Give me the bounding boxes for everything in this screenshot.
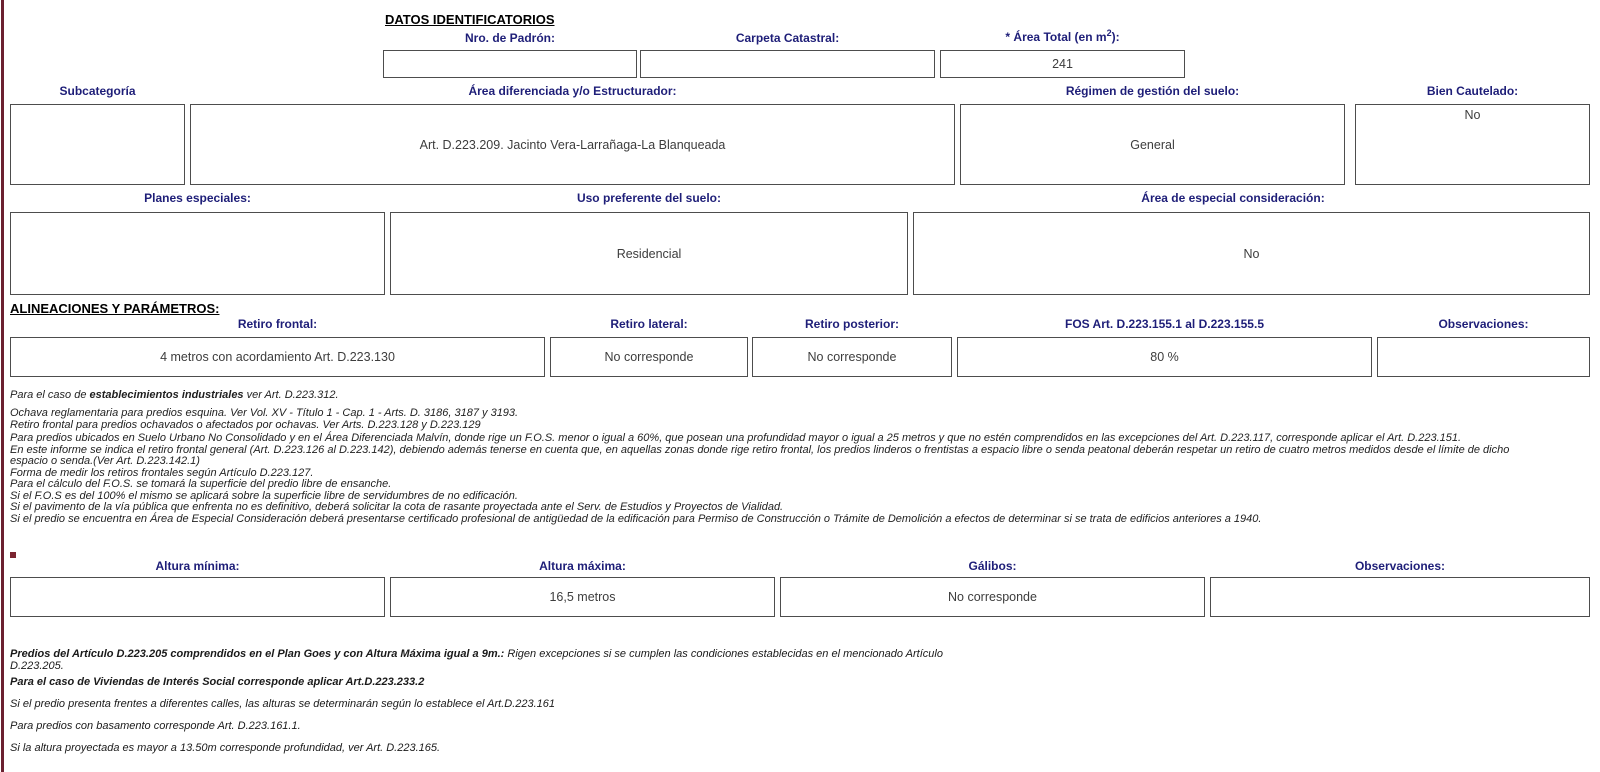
notas-parametros — [10, 433, 1590, 525]
padron-label: Nro. de Padrón: — [464, 31, 555, 45]
fos-value: 80 % — [957, 337, 1372, 377]
nota-linea: Si el F.O.S es del 100% el mismo se aplicará sobre la superficie libre de servidumbres de no edificación. — [10, 489, 518, 502]
nota-industriales-post: ver Art. D.223.312. — [243, 389, 339, 401]
planes-especiales-value — [10, 212, 385, 295]
nota-frentes-diferentes-calles: Si el predio presenta frentes a diferentes calles, las alturas se determinarán según lo establece el Art.D.223.161 — [10, 698, 556, 710]
retiro-frontal-value: 4 metros con acordamiento Art. D.223.130 — [10, 337, 545, 377]
nota-industriales-pre: Para el caso de — [10, 389, 90, 401]
uso-preferente-value: Residencial — [390, 212, 908, 295]
altura-maxima-label: Altura máxima: — [539, 559, 626, 573]
observaciones-retiros-label: Observaciones: — [1438, 317, 1529, 331]
area-total-label-sup: 2 — [1106, 28, 1112, 38]
regimen-gestion-value: General — [960, 104, 1345, 185]
retiro-posterior-value: No corresponde — [752, 337, 952, 377]
nota-ochava-linea1: Ochava reglamentaria para predios esquina. Ver Vol. XV - Título 1 - Cap. 1 - Arts. D. 3186, 3187 y 3193. — [10, 407, 519, 419]
nota-linea: Forma de medir los retiros frontales según Artículo D.223.127. — [10, 466, 314, 479]
retiro-frontal-label: Retiro frontal: — [237, 317, 318, 331]
area-total-input[interactable]: 241 — [940, 50, 1185, 78]
section-title-alineaciones: ALINEACIONES Y PARÁMETROS: — [10, 301, 220, 316]
nota-linea: En este informe se indica el retiro frontal general (Art. D.223.126 al D.223.142), debiendo además tenerse en cuenta que, en aquellas zonas donde rige retiro frontal, los predios linderos o frentistas a espacio libre o senda peatonal deberán respetar un retiro de cuatro metros medidos desde el límite de dicho — [10, 443, 1510, 456]
altura-minima-label: Altura mínima: — [155, 559, 240, 573]
area-diferenciada-value: Art. D.223.209. Jacinto Vera-Larrañaga-La Blanqueada — [190, 104, 955, 185]
planes-especiales-label: Planes especiales: — [144, 191, 251, 205]
nota-ochava-linea2: Retiro frontal para predios ochavados o afectados por ochavas. Ver Arts. D.223.128 y D.223.129 — [10, 418, 481, 431]
carpeta-catastral-label-text: Carpeta Catastral: — [735, 31, 840, 45]
bien-cautelado-value: No — [1355, 104, 1590, 185]
area-total-label-pre: * Área Total (en m — [1005, 30, 1107, 44]
nota-plan-goes — [10, 648, 955, 672]
retiro-posterior-label: Retiro posterior: — [804, 317, 899, 331]
retiro-lateral-label: Retiro lateral: — [610, 317, 688, 331]
nota-altura-mayor: Si la altura proyectada es mayor a 13.50m corresponde profundidad, ver Art. D.223.165. — [10, 742, 441, 754]
area-especial-consideracion-label: Área de especial consideración: — [1141, 191, 1325, 205]
nota-ochava — [10, 408, 1590, 431]
nota-linea: Si el pavimento de la vía pública que enfrenta no es definitivo, deberá solicitar la cota de rasante proyectada ante el Serv. de Estudios y Proyectos de Vialidad. — [10, 501, 784, 513]
altura-maxima-value: 16,5 metros — [390, 577, 775, 617]
observaciones-alturas-label: Observaciones: — [1354, 559, 1446, 573]
nota-linea: Para el cálculo del F.O.S. se tomará la superficie del predio libre de ensanche. — [10, 478, 392, 490]
bien-cautelado-label: Bien Cautelado: — [1426, 84, 1519, 98]
galibos-label: Gálibos: — [968, 559, 1017, 573]
nota-establecimientos-industriales — [10, 390, 1590, 402]
nota-viviendas-interes-social: Para el caso de Viviendas de Interés Social corresponde aplicar Art.D.223.233.2 — [10, 676, 425, 688]
altura-minima-value — [10, 577, 385, 617]
regimen-gestion-label: Régimen de gestión del suelo: — [1065, 84, 1240, 98]
observaciones-alturas-value — [1210, 577, 1590, 617]
nota-linea: espacio o senda.(Ver Art. D.223.142.1) — [10, 455, 200, 467]
area-diferenciada-label: Área diferenciada y/o Estructurador: — [468, 84, 677, 98]
carpeta-catastral-label — [640, 31, 935, 45]
uso-preferente-label: Uso preferente del suelo: — [576, 191, 722, 205]
area-especial-consideracion-value: No — [913, 212, 1590, 295]
nota-basamento: Para predios con basamento corresponde Art. D.223.161.1. — [10, 720, 301, 732]
galibos-value: No corresponde — [780, 577, 1205, 617]
padron-input[interactable] — [383, 50, 637, 78]
red-marker — [10, 552, 16, 558]
nota-plan-goes-bold: Predios del Artículo D.223.205 comprendidos en el Plan Goes y con Altura Máxima igual a 9m.: — [10, 648, 505, 660]
fos-label: FOS Art. D.223.155.1 al D.223.155.5 — [1064, 317, 1264, 331]
nota-linea: Si el predio se encuentra en Área de Especial Consideración deberá presentarse certificado profesional de antigüedad de la edificación para Permiso de Construcción o Trámite de Demolición a efectos de determinar si se trata de edificios anteriores a 1940. — [10, 512, 1262, 525]
area-total-label-post: ): — [1111, 30, 1120, 44]
retiro-lateral-value: No corresponde — [550, 337, 748, 377]
subcategoria-value — [10, 104, 185, 185]
section-title-datos-identificatorios: DATOS IDENTIFICATORIOS — [385, 12, 555, 27]
carpeta-catastral-input[interactable] — [640, 50, 935, 78]
subcategoria-label: Subcategoría — [59, 84, 136, 98]
page-left-accent-border — [1, 0, 4, 772]
nota-linea: Para predios ubicados en Suelo Urbano No Consolidado y en el Área Diferenciada Malvín, donde rige un F.O.S. menor o igual a 60%, que posean una profundidad mayor o igual a 25 metros y que no estén comprendidos en las excepciones del Art. D.223.117, corresponde aplicar el Art. D.223.151. — [10, 432, 1462, 444]
nota-plan-goes-rest: Rigen excepciones si se cumplen las condiciones establecidas en el mencionado Artículo D.223.205. — [10, 648, 943, 672]
observaciones-retiros-value — [1377, 337, 1590, 377]
nota-industriales-bold: establecimientos industriales — [89, 389, 244, 401]
area-total-label — [940, 28, 1185, 44]
